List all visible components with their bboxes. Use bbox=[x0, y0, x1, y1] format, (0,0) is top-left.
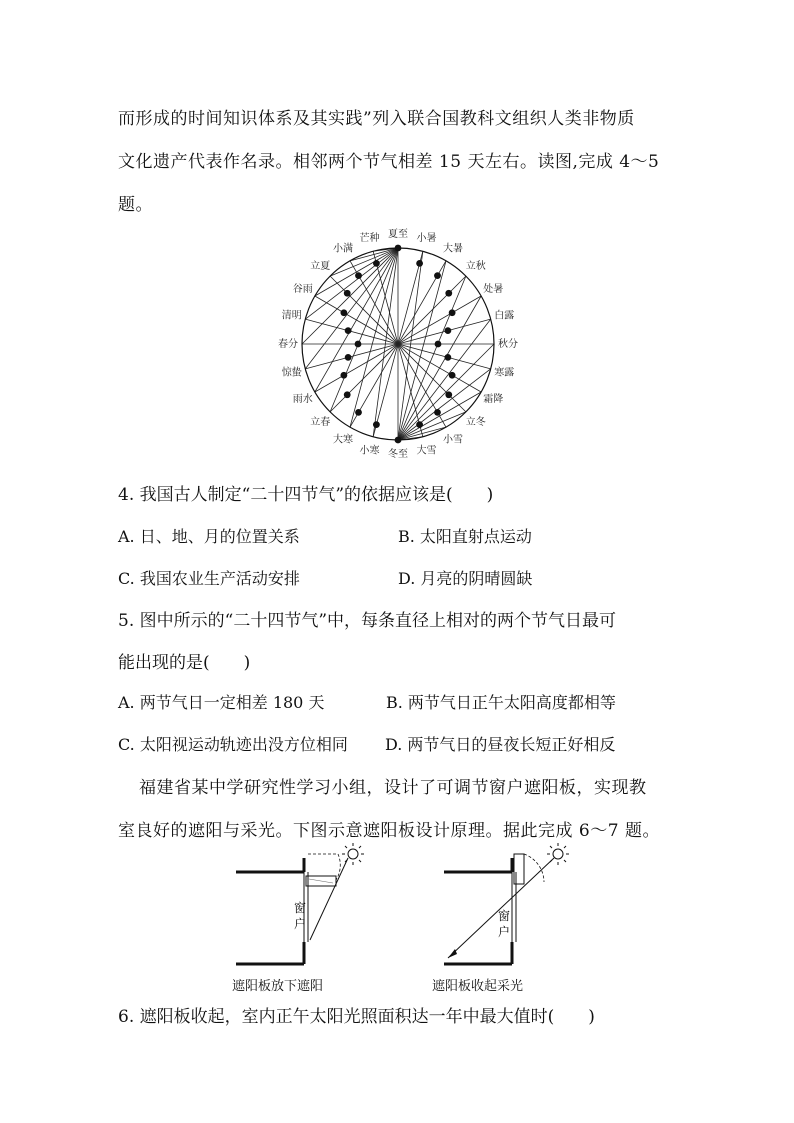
caption-shade-lowered: 遮阳板放下遮阳 bbox=[232, 979, 324, 994]
term-dot bbox=[445, 290, 452, 297]
q4-option-b: B. 太阳直射点运动 bbox=[398, 527, 532, 546]
window-label-top: 窗 bbox=[294, 901, 307, 915]
q5-stem-line-2: 能出现的是( ) bbox=[118, 653, 251, 673]
term-label: 立秋 bbox=[465, 261, 486, 273]
term-dot bbox=[355, 341, 362, 348]
term-dot bbox=[340, 309, 347, 316]
term-dot bbox=[355, 272, 362, 279]
term-dot bbox=[449, 309, 456, 316]
term-label: 小寒 bbox=[359, 445, 380, 457]
term-label: 立夏 bbox=[310, 261, 331, 273]
term-dot bbox=[444, 354, 451, 361]
term-label: 大寒 bbox=[333, 434, 353, 446]
term-label: 夏至 bbox=[388, 229, 408, 240]
term-label: 小雪 bbox=[443, 434, 463, 446]
term-label: 白露 bbox=[494, 310, 515, 322]
term-label: 谷雨 bbox=[292, 284, 313, 295]
intro-line-3: 题。 bbox=[118, 195, 153, 215]
term-dot bbox=[373, 421, 380, 428]
caption-shade-raised: 遮阳板收起采光 bbox=[432, 979, 524, 994]
q4-option-a: A. 日、地、月的位置关系 bbox=[118, 527, 300, 546]
term-dot bbox=[344, 391, 351, 398]
solar-terms-diagram bbox=[270, 229, 530, 470]
term-label: 寒露 bbox=[494, 367, 515, 379]
term-label: 惊蛰 bbox=[281, 367, 302, 379]
term-label: 大雪 bbox=[416, 445, 437, 457]
passage2-line-2: 室良好的遮阳与采光。下图示意遮阳板设计原理。据此完成 6～7 题。 bbox=[118, 821, 660, 841]
term-dot bbox=[344, 290, 351, 297]
passage2-line-1: 福建省某中学研究性学习小组，设计了可调节窗户遮阳板，实现教 bbox=[139, 778, 647, 798]
q5-option-b: B. 两节气日正午太阳高度都相等 bbox=[386, 693, 616, 712]
q5-stem-line-1: 5. 图中所示的“二十四节气”中，每条直径上相对的两个节气日最可 bbox=[118, 611, 617, 631]
term-label: 立春 bbox=[310, 416, 331, 428]
term-dot bbox=[373, 260, 380, 267]
q4-option-c: C. 我国农业生产活动安排 bbox=[118, 569, 300, 588]
diagram-chord bbox=[398, 276, 466, 440]
q6-stem: 6. 遮阳板收起，室内正午太阳光照面积达一年中最大值时( ) bbox=[118, 1007, 595, 1027]
diagram-chord bbox=[330, 248, 398, 412]
term-label: 春分 bbox=[278, 339, 298, 350]
q5-option-a: A. 两节气日一定相差 180 天 bbox=[118, 693, 325, 712]
term-label: 立冬 bbox=[465, 416, 486, 428]
term-label: 小满 bbox=[333, 243, 353, 255]
term-dot bbox=[355, 409, 362, 416]
term-label: 雨水 bbox=[292, 394, 313, 405]
window-label-bottom: 户 bbox=[294, 917, 307, 931]
term-dot bbox=[340, 372, 347, 379]
term-dot bbox=[434, 272, 441, 279]
term-label: 小暑 bbox=[416, 232, 437, 244]
term-label: 冬至 bbox=[388, 449, 408, 460]
term-label: 芒种 bbox=[359, 232, 380, 244]
term-dot bbox=[416, 260, 423, 267]
q4-option-d: D. 月亮的阴晴圆缺 bbox=[398, 569, 533, 588]
window-label-bottom: 户 bbox=[498, 925, 511, 939]
sun-icon bbox=[342, 843, 364, 865]
shade-figure-lowered bbox=[232, 840, 382, 970]
term-dot bbox=[434, 409, 441, 416]
q4-stem: 4. 我国古人制定“二十四节气”的依据应该是( ) bbox=[118, 485, 494, 505]
shade-figure-raised bbox=[440, 840, 590, 970]
q5-option-c: C. 太阳视运动轨迹出没方位相同 bbox=[118, 735, 348, 754]
diagram-chord bbox=[398, 251, 423, 440]
q5-option-d: D. 两节气日的昼夜长短正好相反 bbox=[385, 735, 616, 754]
term-dot bbox=[445, 391, 452, 398]
term-dot bbox=[416, 421, 423, 428]
term-label: 大暑 bbox=[443, 243, 463, 255]
term-dot bbox=[345, 354, 352, 361]
term-dot bbox=[345, 327, 352, 334]
term-dot bbox=[449, 372, 456, 379]
window-label-top: 窗 bbox=[498, 909, 511, 923]
term-dot bbox=[395, 245, 402, 252]
term-dot bbox=[435, 341, 442, 348]
diagram-chord bbox=[373, 248, 398, 437]
term-dot bbox=[395, 437, 402, 444]
intro-line-1: 而形成的时间知识体系及其实践”列入联合国教科文组织人类非物质 bbox=[118, 109, 635, 129]
term-label: 清明 bbox=[281, 310, 302, 322]
term-label: 秋分 bbox=[498, 339, 518, 350]
term-label: 霜降 bbox=[483, 394, 504, 405]
sun-icon bbox=[547, 843, 569, 865]
term-label: 处暑 bbox=[483, 284, 504, 295]
intro-line-2: 文化遗产代表作名录。相邻两个节气相差 15 天左右。读图,完成 4～5 bbox=[118, 152, 660, 172]
term-dot bbox=[444, 327, 451, 334]
